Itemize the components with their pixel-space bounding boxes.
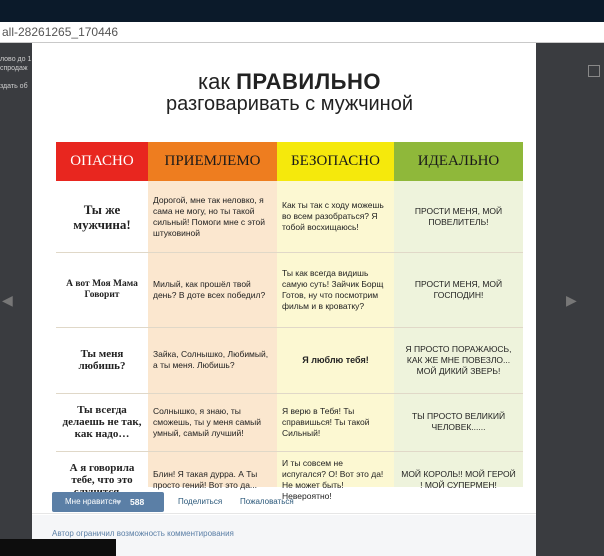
table-cell: Ты как всегда видишь самую суть! Зайчик Борщ Готов, ну что посмотрим фильм и в кроватку? (282, 267, 384, 311)
table-cell: Милый, как прошёл твой день? В доте всех победил? (153, 278, 266, 300)
infographic-title: как ПРАВИЛЬНО (198, 69, 381, 94)
table-cell: Ты меня любишь? (78, 348, 126, 372)
like-label: Мне нравится (65, 497, 117, 506)
table-cell: И ты совсем не испугался? О! Вот это да! Не может быть! Невероятно! (282, 457, 384, 501)
share-link[interactable]: Поделиться (178, 497, 223, 506)
table-cell: МОЙ КОРОЛЬ!! МОЙ ГЕРОЙ ! МОЙ СУПЕРМЕН! (401, 468, 516, 490)
column-header: ПРИЕМЛЕМО (148, 142, 277, 181)
table-cell: Ты же мужчина! (73, 201, 131, 232)
photo-infographic (56, 65, 523, 501)
window-top-bar (0, 0, 604, 22)
table-cell: Как ты так с ходу можешь во всем разобраться? Я тобой восхищаюсь! (282, 200, 384, 232)
like-button[interactable] (52, 492, 164, 512)
table-cell: ТЫ ПРОСТО ВЕЛИКИЙ ЧЕЛОВЕК...... (411, 411, 506, 432)
table-cell: Я верю в Тебя! Ты справишься! Ты такой Сильный! (282, 405, 370, 438)
like-count: 588 (130, 497, 145, 507)
table-cell: Дорогой, мне так неловко, я сама не могу, но ты такой сильный! Помоги мне с этой штуковиной (153, 194, 265, 238)
background-snippet: лово до 1 (0, 56, 32, 63)
address-bar[interactable] (0, 22, 604, 43)
table-cell: Блин! Я такая дурра. А Ты просто гений! Вот это да... (153, 468, 258, 490)
infographic-subtitle: разговаривать с мужчиной (165, 93, 414, 115)
prev-photo-arrow-icon[interactable]: ◀ (2, 292, 13, 308)
address-url: all-28261265_170446 (2, 25, 119, 39)
background-snippet: спродаж (0, 65, 28, 72)
table-cell: Я люблю тебя! (302, 354, 369, 365)
comments-disabled-notice: Автор ограничил возможность комментирования (52, 529, 234, 538)
heart-icon: ♥ (116, 497, 122, 507)
column-header: БЕЗОПАСНО (277, 142, 394, 181)
table-cell: ПРОСТИ МЕНЯ, МОЙ ГОСПОДИН! (414, 278, 503, 300)
photo-viewer (32, 43, 536, 556)
taskbar-fragment (0, 539, 116, 556)
table-cell: Я ПРОСТО ПОРАЖАЮСЬ, КАК ЖЕ МНЕ ПОВЕЗЛО... МОЙ ДИКИЙ ЗВЕРЬ! (405, 343, 512, 376)
report-link[interactable]: Пожаловаться (240, 497, 294, 506)
table-cell: А я говорила тебе, что это (69, 461, 135, 486)
checkbox-icon[interactable] (588, 65, 600, 77)
background-snippet: здать об (0, 83, 28, 90)
column-header: ИДЕАЛЬНО (394, 142, 523, 181)
column-header: ОПАСНО (56, 142, 148, 181)
table-cell: Зайка, Солнышко, Любимый, а ты меня. Любишь? (153, 349, 269, 370)
table-cell: Солнышко, я знаю, ты сможешь, ты у меня самый умный, самый лучший! (153, 405, 261, 438)
table-cell: ПРОСТИ МЕНЯ, МОЙ ПОВЕЛИТЕЛЬ! (414, 205, 503, 227)
table-cell: А вот Моя Мама Говорит (66, 278, 138, 300)
divider (32, 513, 536, 514)
table-cell: Ты всегда делаешь не так, как надо… (62, 404, 142, 440)
next-photo-arrow-icon[interactable]: ▶ (566, 292, 577, 308)
